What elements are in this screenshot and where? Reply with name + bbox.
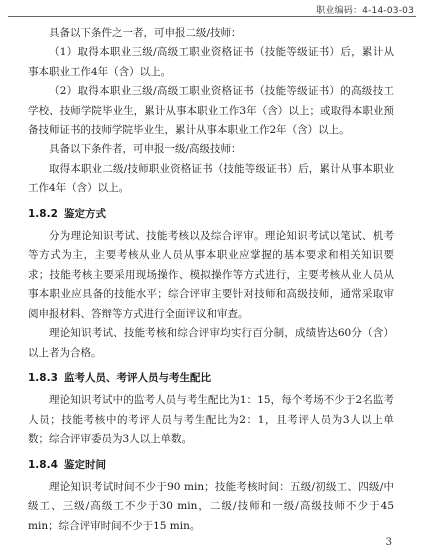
section-heading-1-8-2 — [28, 205, 394, 224]
paragraph-scoring: 理论知识考试、技能考核和综合评审均实行百分制，成绩皆达60分（含）以上者为合格。 — [28, 327, 394, 359]
page-content — [28, 24, 394, 536]
section-title: 鉴定方式 — [64, 207, 106, 220]
paragraph-assessment-time: 理论知识考试时间不少于90 min；技能考核时间：五级/初级工、四级/中级工、三级/高级工不少于30 min，二级/技师和一级/高级技师不少于45 min；综合评审时间不少于15 min。 — [28, 480, 394, 532]
section-heading-1-8-3 — [28, 369, 394, 388]
section-title: 监考人员、考评人员与考生配比 — [64, 371, 211, 384]
paragraph-level1-intro: 具备以下条件者，可申报一级/高级技师： — [49, 143, 242, 156]
paragraph-level2-condition-1: （1）取得本职业三级/高级工职业资格证书（技能等级证书）后，累计从事本职业工作4年（含）以上。 — [28, 46, 394, 78]
section-number: 1.8.4 — [28, 458, 58, 471]
section-heading-1-8-4 — [28, 456, 394, 475]
paragraph-staff-ratio: 理论知识考试中的监考人员与考生配比为1：15，每个考场不少于2名监考人员；技能考核中的考评人员与考生配比为2：1，且考评人员为3人以上单数；综合评审委员为3人以上单数。 — [28, 394, 394, 446]
section-title: 鉴定时间 — [64, 458, 106, 471]
paragraph-level2-intro: 具备以下条件之一者，可申报二级/技师： — [49, 27, 242, 39]
paragraph-level2-condition-2: （2）取得本职业三级/高级工职业资格证书（技能等级证书）的高级技工学校、技师学院毕业生，累计从事本职业工作3年（含）以上；或取得本职业预备技师证书的技师学院毕业生，累计从事本职业工作2年（含）以上。 — [28, 85, 394, 137]
section-number: 1.8.2 — [28, 207, 58, 220]
page-number: 3 — [385, 537, 392, 548]
paragraph-assessment-method: 分为理论知识考试、技能考核以及综合评审。理论知识考试以笔试、机考等方式为主，主要考核从业人员从事本职业应掌握的基本要求和相关知识要求；技能考核主要采用现场操作、模拟操作等方式进行，主要考核从业人员从事本职业应具备的技能水平；综合评审主要针对技师和高级技师，通常采取审阅申报材料、答辩等方式进行全面评议和审查。 — [28, 230, 394, 320]
paragraph-level1-condition: 取得本职业二级/技师职业资格证书（技能等级证书）后，累计从事本职业工作4年（含）以上。 — [28, 162, 394, 195]
section-number: 1.8.3 — [28, 371, 58, 384]
header-rule — [8, 16, 416, 17]
occupation-code: 职业编码：4-14-03-03 — [316, 6, 414, 16]
